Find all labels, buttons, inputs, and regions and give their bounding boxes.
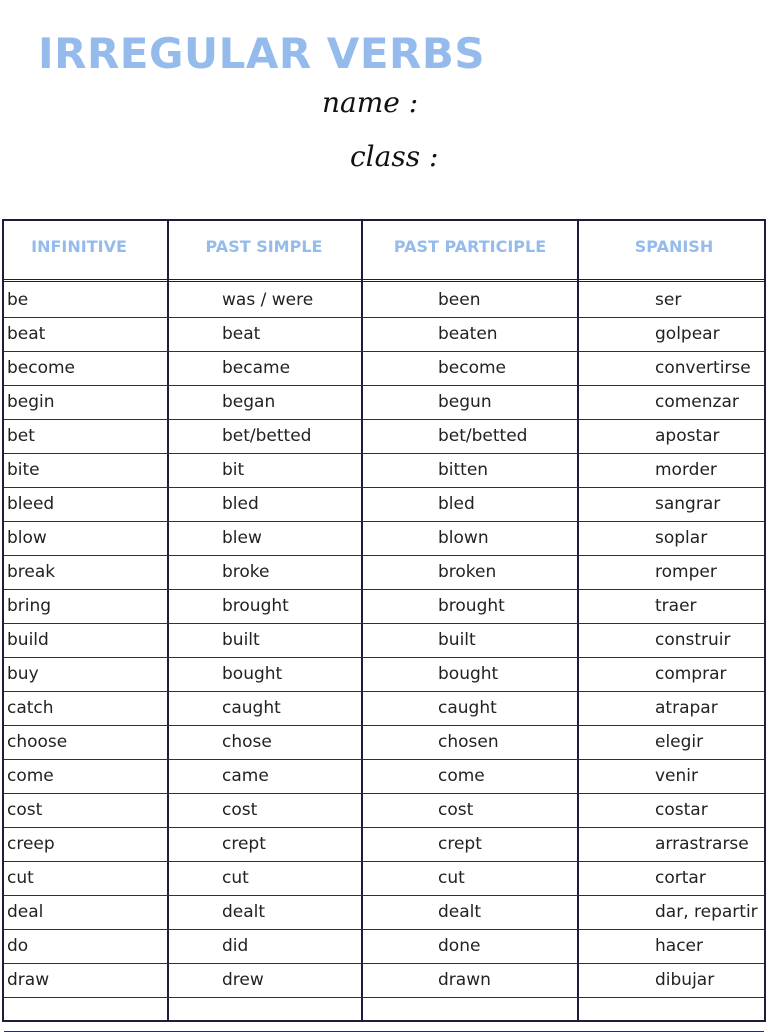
cell-past-simple: beat [222, 324, 261, 344]
cell-infinitive: beat [7, 324, 46, 344]
cell-past-participle: become [438, 358, 507, 378]
cell-past-participle: cost [438, 800, 474, 820]
cell-past-participle: beaten [438, 324, 498, 344]
cell-infinitive: begin [7, 392, 55, 412]
cell-past-simple: blew [222, 528, 262, 548]
table-row [4, 691, 764, 726]
cell-spanish: construir [655, 630, 731, 650]
cell-past-simple: cost [222, 800, 258, 820]
cell-past-participle: chosen [438, 732, 499, 752]
class-field-label: class : [350, 140, 439, 173]
table-row [4, 419, 764, 454]
cell-past-simple: did [222, 936, 249, 956]
cell-infinitive: come [7, 766, 54, 786]
verbs-table [2, 219, 766, 1022]
table-row [4, 963, 764, 998]
cell-past-participle: begun [438, 392, 492, 412]
cell-past-participle: built [438, 630, 476, 650]
cell-past-simple: broke [222, 562, 270, 582]
cell-past-participle: come [438, 766, 485, 786]
cell-infinitive: be [7, 290, 29, 310]
cell-past-simple: came [222, 766, 269, 786]
cell-spanish: cortar [655, 868, 706, 888]
cell-past-simple: built [222, 630, 260, 650]
table-row [4, 895, 764, 930]
cell-spanish: sangrar [655, 494, 721, 514]
cell-spanish: comenzar [655, 392, 739, 412]
table-row [4, 317, 764, 352]
cell-spanish: apostar [655, 426, 720, 446]
cell-infinitive: blow [7, 528, 47, 548]
cell-past-participle: bought [438, 664, 499, 684]
cell-past-participle: blown [438, 528, 489, 548]
cell-spanish: atrapar [655, 698, 718, 718]
cell-spanish: costar [655, 800, 708, 820]
cell-infinitive: catch [7, 698, 54, 718]
name-field-label: name : [322, 86, 419, 119]
cell-spanish: ser [655, 290, 682, 310]
cell-past-participle: been [438, 290, 481, 310]
cell-spanish: elegir [655, 732, 704, 752]
cell-past-simple: brought [222, 596, 289, 616]
table-row [4, 623, 764, 658]
cell-past-simple: bought [222, 664, 283, 684]
cell-infinitive: draw [7, 970, 50, 990]
cell-past-participle: bitten [438, 460, 489, 480]
cell-past-participle: caught [438, 698, 497, 718]
cell-past-simple: cut [222, 868, 249, 888]
table-row [4, 997, 764, 1032]
cell-past-simple: crept [222, 834, 266, 854]
cell-infinitive: bring [7, 596, 52, 616]
cell-infinitive: choose [7, 732, 68, 752]
cell-past-participle: bled [438, 494, 475, 514]
cell-infinitive: bet [7, 426, 35, 446]
column-header-spanish: SPANISH [634, 237, 714, 256]
cell-spanish: arrastrarse [655, 834, 749, 854]
cell-spanish: comprar [655, 664, 727, 684]
cell-past-participle: bet/betted [438, 426, 528, 446]
column-header-past-participle: PAST PARTICIPLE [393, 237, 547, 256]
column-header-past-simple: PAST SIMPLE [205, 237, 323, 256]
cell-past-simple: caught [222, 698, 281, 718]
column-header-infinitive: INFINITIVE [31, 237, 127, 256]
table-row [4, 929, 764, 964]
cell-past-simple: became [222, 358, 291, 378]
cell-infinitive: bite [7, 460, 40, 480]
cell-infinitive: build [7, 630, 49, 650]
cell-spanish: dar, repartir [655, 902, 758, 922]
cell-past-simple: dealt [222, 902, 266, 922]
cell-spanish: morder [655, 460, 717, 480]
table-header-row [4, 221, 764, 282]
cell-spanish: venir [655, 766, 699, 786]
table-row [4, 385, 764, 420]
table-row [4, 793, 764, 828]
cell-infinitive: cut [7, 868, 34, 888]
cell-spanish: dibujar [655, 970, 715, 990]
cell-past-simple: chose [222, 732, 272, 752]
table-row [4, 657, 764, 692]
table-row [4, 487, 764, 522]
table-row [4, 725, 764, 760]
cell-infinitive: cost [7, 800, 43, 820]
cell-past-participle: cut [438, 868, 465, 888]
cell-past-simple: drew [222, 970, 264, 990]
cell-infinitive: deal [7, 902, 44, 922]
cell-spanish: convertirse [655, 358, 751, 378]
table-row [4, 283, 764, 318]
cell-past-simple: was / were [222, 290, 314, 310]
cell-infinitive: creep [7, 834, 55, 854]
table-row [4, 521, 764, 556]
table-row [4, 351, 764, 386]
cell-spanish: romper [655, 562, 717, 582]
cell-past-simple: bit [222, 460, 245, 480]
cell-past-simple: began [222, 392, 276, 412]
cell-past-simple: bet/betted [222, 426, 312, 446]
table-row [4, 861, 764, 896]
cell-spanish: traer [655, 596, 697, 616]
page-title: IRREGULAR VERBS [38, 29, 486, 78]
cell-infinitive: bleed [7, 494, 55, 514]
table-row [4, 453, 764, 488]
cell-past-simple: bled [222, 494, 259, 514]
cell-infinitive: buy [7, 664, 39, 684]
cell-past-participle: drawn [438, 970, 491, 990]
table-row [4, 589, 764, 624]
cell-past-participle: done [438, 936, 481, 956]
cell-past-participle: dealt [438, 902, 482, 922]
cell-spanish: hacer [655, 936, 703, 956]
cell-past-participle: brought [438, 596, 505, 616]
cell-infinitive: do [7, 936, 29, 956]
table-row [4, 827, 764, 862]
table-row [4, 555, 764, 590]
cell-spanish: golpear [655, 324, 720, 344]
cell-infinitive: become [7, 358, 76, 378]
table-row [4, 759, 764, 794]
cell-past-participle: broken [438, 562, 497, 582]
cell-past-participle: crept [438, 834, 482, 854]
cell-spanish: soplar [655, 528, 708, 548]
cell-infinitive: break [7, 562, 56, 582]
